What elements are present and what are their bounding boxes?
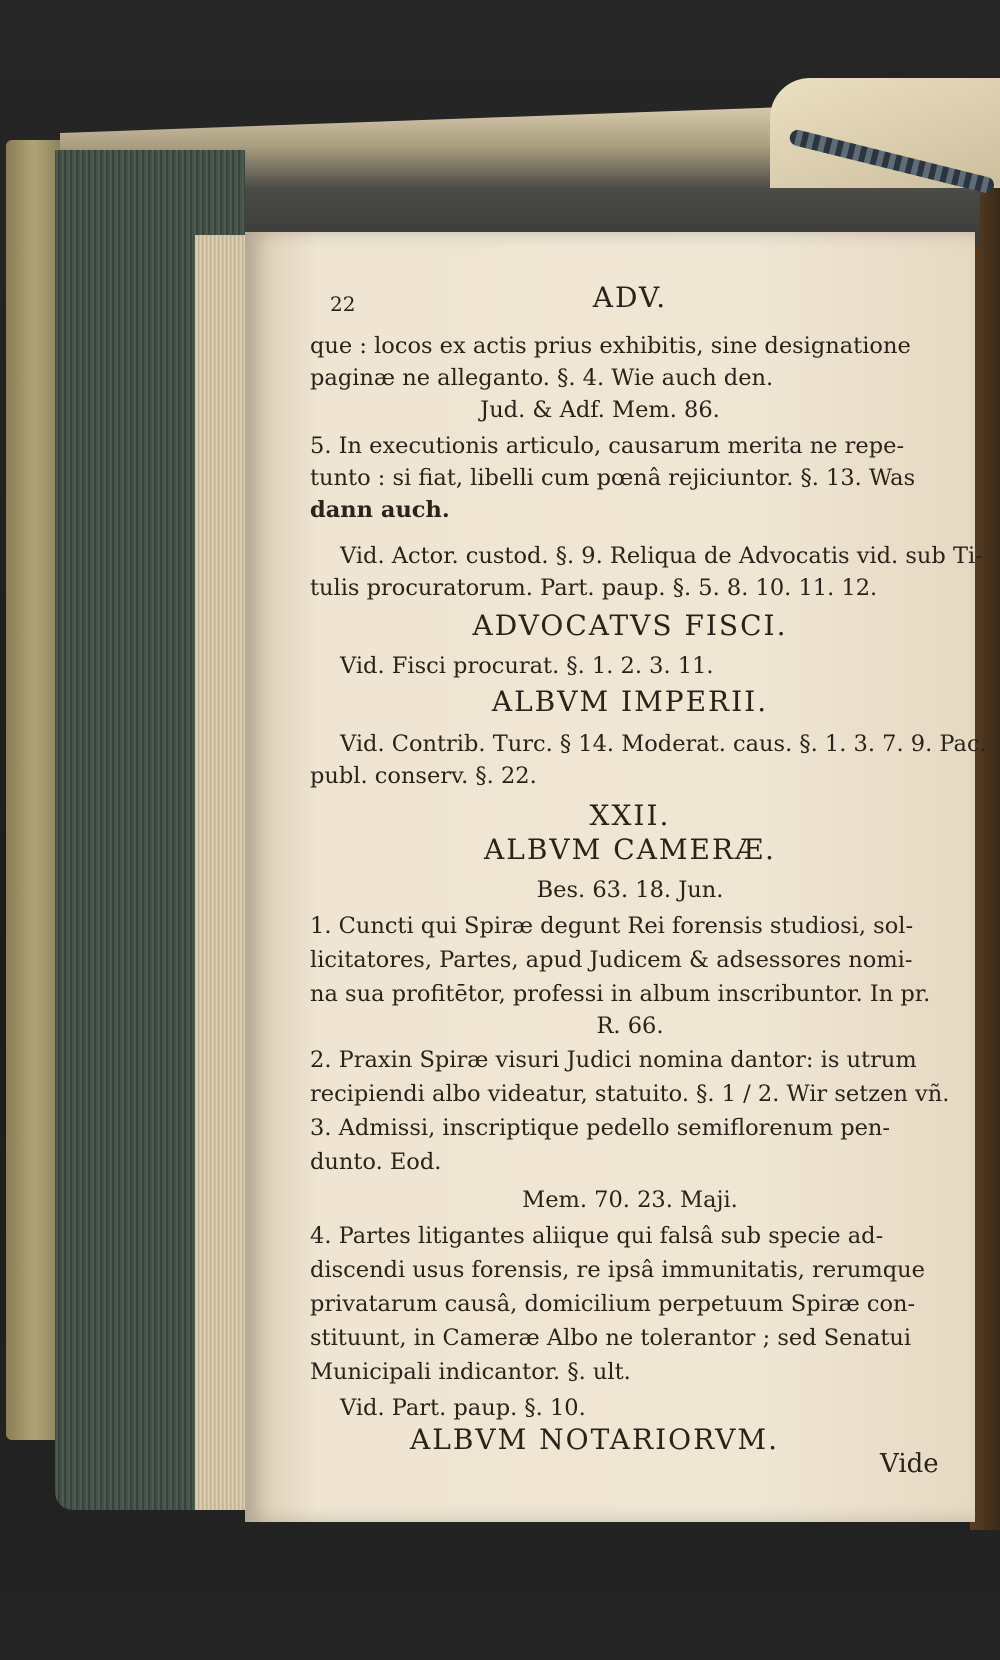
- text-line: discendi usus forensis, re ipsâ immunitatis, rerumque: [310, 1257, 925, 1283]
- text-line: licitatores, Partes, apud Judicem & adsessores nomi-: [310, 947, 913, 973]
- text-line: Vid. Part. paup. §. 10.: [340, 1395, 586, 1421]
- text-line: publ. conserv. §. 22.: [310, 763, 537, 789]
- text-line: 4. Partes litigantes aliique qui falsâ sub specie ad-: [310, 1223, 884, 1249]
- text-line: Jud. & Adf. Mem. 86.: [480, 397, 720, 423]
- text-line: 1. Cuncti qui Spiræ degunt Rei forensis studiosi, sol-: [310, 913, 914, 939]
- text-line: stituunt, in Cameræ Albo ne tolerantor ; sed Senatui: [310, 1325, 912, 1351]
- text-line: paginæ ne alleganto. §. 4. Wie auch den.: [310, 365, 774, 391]
- section-heading: ALBVM IMPERII.: [491, 685, 769, 718]
- section-heading: ADVOCATVS FISCI.: [472, 609, 788, 642]
- text-line: 3. Admissi, inscriptique pedello semiflorenum pen-: [310, 1115, 891, 1141]
- page-number: 22: [330, 292, 356, 316]
- text-line: Vid. Fisci procurat. §. 1. 2. 3. 11.: [340, 653, 714, 679]
- text-line: R. 66.: [596, 1013, 664, 1039]
- text-line: recipiendi albo videatur, statuito. §. 1 / 2. Wir setzen vñ.: [310, 1081, 950, 1107]
- running-head: ADV.: [592, 281, 668, 314]
- text-line: privatarum causâ, domicilium perpetuum Spiræ con-: [310, 1291, 916, 1317]
- text-line: na sua profitētor, professi in album inscribuntor. In pr.: [310, 981, 931, 1007]
- section-number: XXII.: [589, 799, 671, 832]
- text-line: 2. Praxin Spiræ visuri Judici nomina dantor: is utrum: [310, 1047, 917, 1073]
- section-heading: ALBVM CAMERÆ.: [484, 833, 776, 866]
- text-line: Bes. 63. 18. Jun.: [536, 877, 724, 903]
- text-line: que : locos ex actis prius exhibitis, sine designatione: [310, 333, 911, 359]
- text-line: Mem. 70. 23. Maji.: [522, 1187, 738, 1213]
- section-heading: ALBVM NOTARIORVM.: [410, 1423, 779, 1456]
- text-line: dunto. Eod.: [310, 1149, 442, 1175]
- text-line: Vid. Actor. custod. §. 9. Reliqua de Advocatis vid. sub Ti-: [340, 543, 983, 569]
- text-line: dann auch.: [310, 497, 450, 523]
- text-line: tulis procuratorum. Part. paup. §. 5. 8. 10. 11. 12.: [310, 575, 878, 601]
- catchword: Vide: [880, 1449, 939, 1479]
- text-line: tunto : si fiat, libelli cum pœnâ rejiciuntor. §. 13. Was: [310, 465, 916, 491]
- text-line: Municipali indicantor. §. ult.: [310, 1359, 631, 1385]
- text-line: 5. In executionis articulo, causarum merita ne repe-: [310, 433, 905, 459]
- text-line: Vid. Contrib. Turc. § 14. Moderat. caus. §. 1. 3. 7. 9. Pac.: [340, 731, 987, 757]
